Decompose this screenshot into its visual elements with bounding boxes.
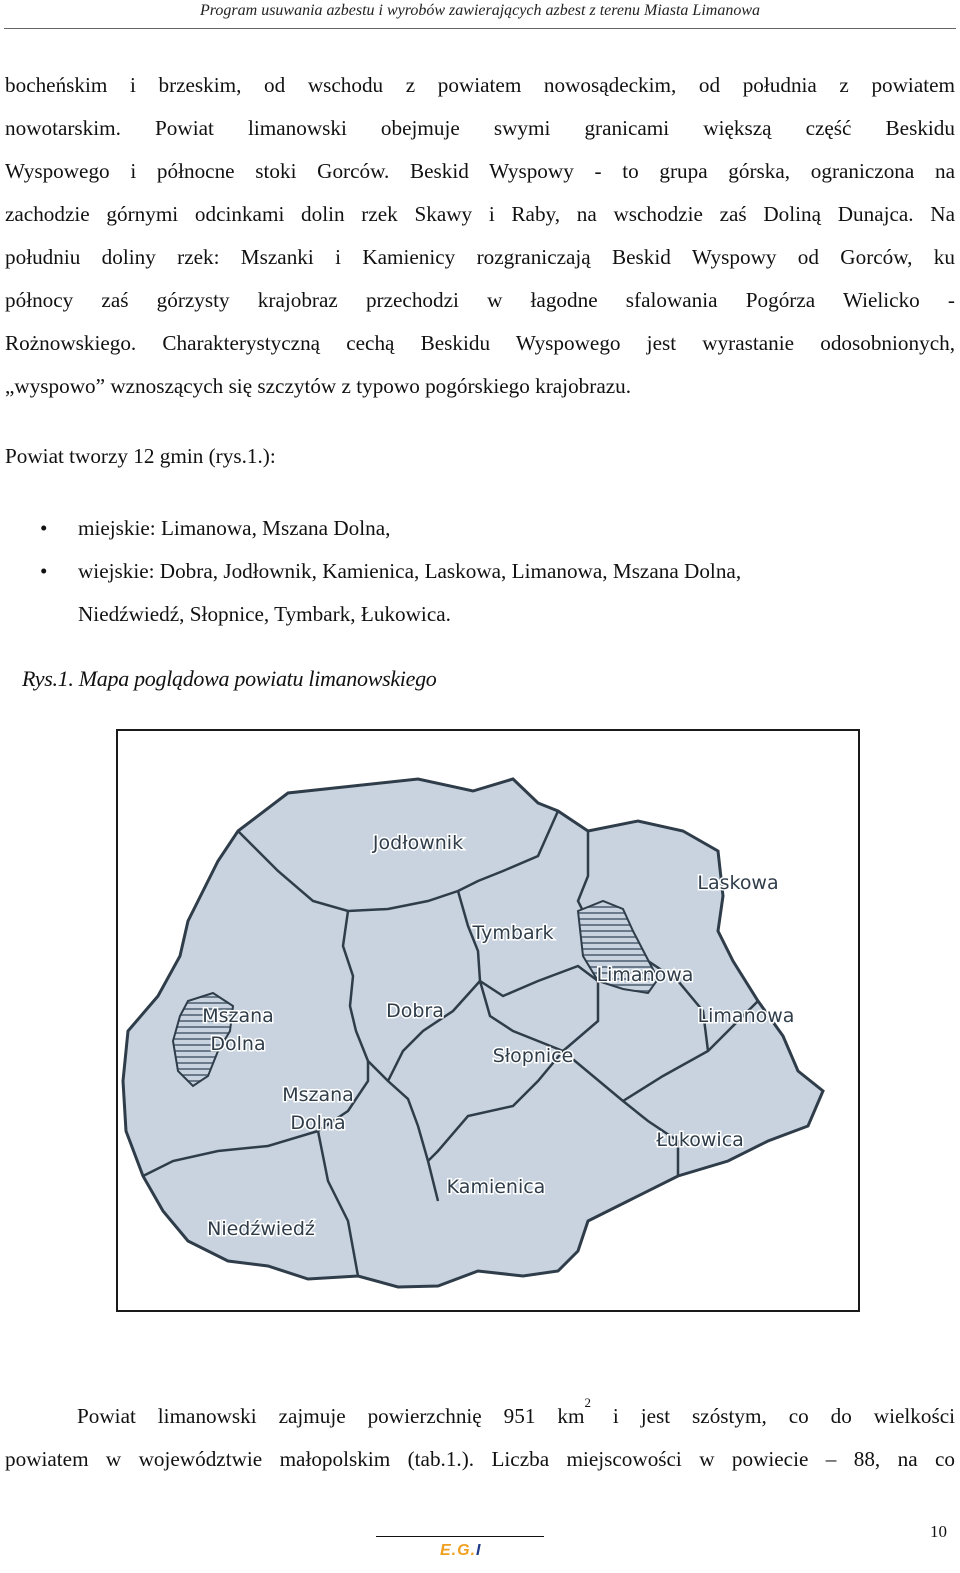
paragraph-3 — [5, 1395, 955, 1481]
paragraph-1-line: „wyspowo” wznoszących się szczytów z typowo pogórskiego krajobrazu. — [5, 374, 632, 398]
paragraph-2: Powiat tworzy 12 gmin (rys.1.): — [5, 444, 276, 468]
map-label-mszana-city-1: Mszana — [202, 1005, 274, 1027]
county-map — [118, 731, 858, 1310]
paragraph-1-line: północy zaś górzysty krajobraz przechodzi w łagodne sfalowania Pogórza Wielicko - — [5, 288, 955, 312]
superscript: 2 — [584, 1394, 591, 1410]
map-label-jodlownik: Jodłownik — [372, 832, 464, 854]
map-label-limanowa-city: Limanowa — [596, 964, 694, 986]
paragraph-1-line: Wyspowego i północne stoki Gorców. Beskid Wyspowy - to grupa górska, ograniczona na — [5, 159, 955, 183]
paragraph-3-line: powiatem w województwie małopolskim (tab.1.). Liczba miejscowości w powiecie – 88, na co — [5, 1447, 955, 1471]
map-label-limanowa-rural: Limanowa — [697, 1005, 795, 1027]
bullet: • — [40, 516, 48, 540]
paragraph-1 — [5, 64, 955, 408]
page-header: Program usuwania azbestu i wyrobów zawierających azbest z terenu Miasta Limanowa — [200, 2, 760, 19]
list-item-text: miejskie: Limanowa, Mszana Dolna, — [78, 516, 391, 540]
gminy-list — [0, 507, 960, 636]
paragraph-1-line: bocheńskim i brzeskim, od wschodu z powiatem nowosądeckim, od południa z powiatem — [5, 73, 955, 97]
logo-eg: E.G. — [440, 1542, 477, 1559]
map-label-mszana-rural-2: Dolna — [290, 1112, 346, 1134]
paragraph-1-line: południu doliny rzek: Mszanki i Kamienicy rozgraniczają Beskid Wyspowy od Gorców, ku — [5, 245, 955, 269]
list-item-text: wiejskie: Dobra, Jodłownik, Kamienica, Laskowa, Limanowa, Mszana Dolna, — [78, 559, 742, 583]
footer-logo — [440, 1542, 481, 1560]
map-label-mszana-city-2: Dolna — [210, 1033, 266, 1055]
paragraph-3-line — [5, 1395, 955, 1438]
map-label-tymbark: Tymbark — [472, 922, 554, 944]
bullet: • — [40, 559, 48, 583]
map-label-mszana-rural-1: Mszana — [282, 1084, 354, 1106]
area-text-continued: i jest szóstym, co do wielkości — [590, 1404, 955, 1428]
map-label-lukowica: Łukowica — [656, 1129, 744, 1151]
paragraph-1-line: nowotarskim. Powiat limanowski obejmuje swymi granicami większą część Beskidu — [5, 116, 955, 140]
paragraph-1-line: Rożnowskiego. Charakterystyczną cechą Beskidu Wyspowego jest wyrastanie odosobnionych, — [5, 331, 955, 355]
map-label-dobra: Dobra — [386, 1000, 444, 1022]
paragraph-1-line: zachodzie górnymi odcinkami dolin rzek Skawy i Raby, na wschodzie zaś Doliną Dunajca. Na — [5, 202, 955, 226]
page-number: 10 — [930, 1522, 947, 1541]
map-figure — [116, 729, 860, 1312]
map-label-kamienica: Kamienica — [446, 1176, 546, 1198]
footer-rule — [376, 1536, 544, 1537]
list-item-text: Niedźwiedź, Słopnice, Tymbark, Łukowica. — [78, 602, 451, 626]
map-label-laskowa: Laskowa — [697, 872, 779, 894]
map-label-niedzwiedz: Niedźwiedź — [207, 1218, 315, 1240]
list-item-rural — [0, 550, 960, 636]
logo-i: I — [476, 1542, 482, 1559]
header-rule — [4, 28, 956, 29]
figure-caption: Rys.1. Mapa poglądowa powiatu limanowskiego — [22, 666, 437, 691]
list-item-urban — [0, 507, 960, 550]
map-label-slopnice: Słopnice — [492, 1045, 574, 1067]
area-text: Powiat limanowski zajmuje powierzchnię 951 km — [77, 1404, 585, 1428]
